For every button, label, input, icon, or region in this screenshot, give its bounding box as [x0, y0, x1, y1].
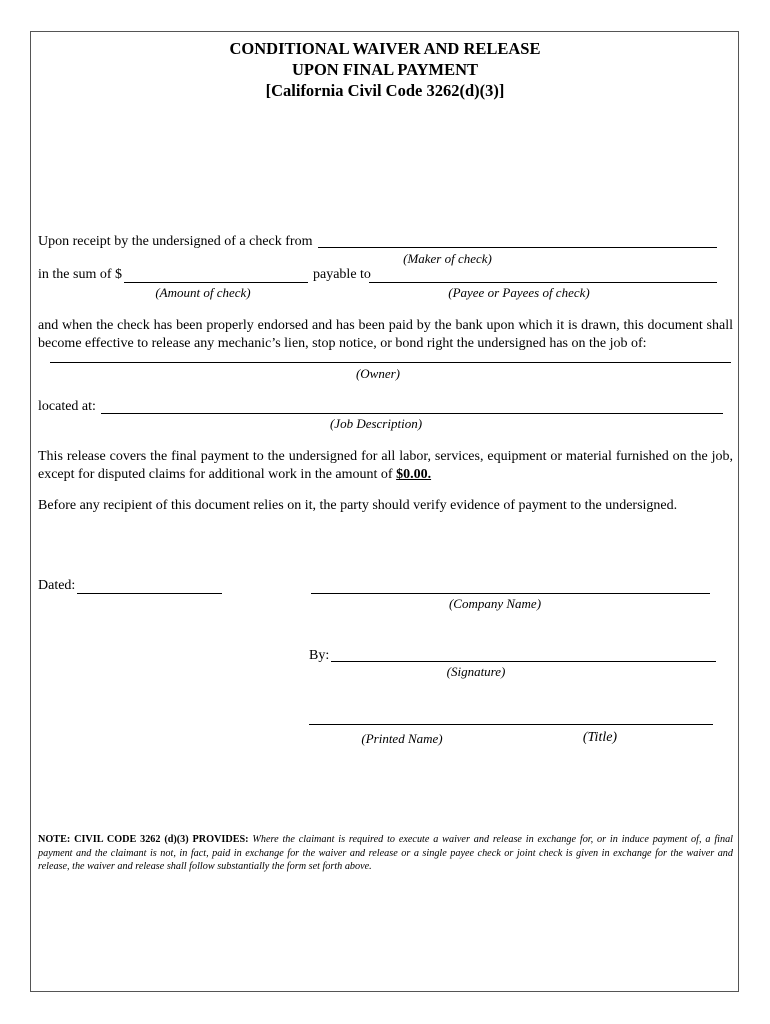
- job-caption: (Job Description): [329, 416, 423, 431]
- title-line-1: CONDITIONAL WAIVER AND RELEASE: [229, 39, 541, 58]
- owner-field[interactable]: [50, 362, 731, 363]
- release-text: This release covers the final payment to the undersigned for all labor, services, equipment or material furnished on the job, except for disputed claims for additional work in the amount of: [38, 449, 733, 482]
- payable-label: payable to: [313, 267, 371, 282]
- maker-of-check-field[interactable]: [318, 247, 717, 248]
- job-field[interactable]: [101, 413, 723, 414]
- sum-label: in the sum of $: [38, 267, 122, 282]
- printed-name-field[interactable]: [309, 724, 713, 725]
- signature-caption: (Signature): [446, 664, 506, 679]
- civil-code-note: [38, 833, 733, 874]
- note-text: Where the claimant is required to execute a waiver and release in exchange for, or in induce payment of, a final payment and the claimant is not, in fact, paid in exchange for the waiver and release or a single payee check or joint check is given in exchange for the waiver and release, the waiver and release shall follow substantially the form set forth above.: [38, 834, 733, 872]
- owner-caption: (Owner): [355, 366, 401, 381]
- dated-label: Dated:: [38, 578, 76, 593]
- company-name-field[interactable]: [311, 593, 710, 594]
- verify-paragraph: Before any recipient of this document relies on it, the party should verify evidence of payment to the undersigned.: [38, 498, 678, 513]
- title-line-2: UPON FINAL PAYMENT: [291, 60, 479, 79]
- title-caption: (Title): [582, 730, 618, 745]
- by-label: By:: [309, 648, 330, 663]
- date-field[interactable]: [77, 593, 222, 594]
- amount-caption: (Amount of check): [155, 285, 251, 300]
- title-line-3: [California Civil Code 3262(d)(3)]: [265, 81, 505, 100]
- company-caption: (Company Name): [448, 596, 542, 611]
- amount-field[interactable]: [124, 282, 308, 283]
- signature-field[interactable]: [331, 661, 716, 662]
- printed-name-caption: (Printed Name): [361, 731, 443, 746]
- located-label: located at:: [38, 399, 96, 414]
- payee-caption: (Payee or Payees of check): [448, 285, 590, 300]
- note-label: NOTE: CIVIL CODE 3262 (d)(3) PROVIDES:: [38, 834, 249, 845]
- disputed-amount: $0.00.: [396, 467, 432, 482]
- payee-field[interactable]: [369, 282, 717, 283]
- maker-caption: (Maker of check): [403, 251, 492, 266]
- endorse-paragraph: and when the check has been properly endorsed and has been paid by the bank upon which it is drawn, this document shall become effective to release any mechanic’s lien, stop notice, or bond right the undersigned has on the job of:: [38, 318, 733, 351]
- receipt-label: Upon receipt by the undersigned of a check from: [38, 234, 313, 249]
- release-paragraph: [38, 448, 733, 484]
